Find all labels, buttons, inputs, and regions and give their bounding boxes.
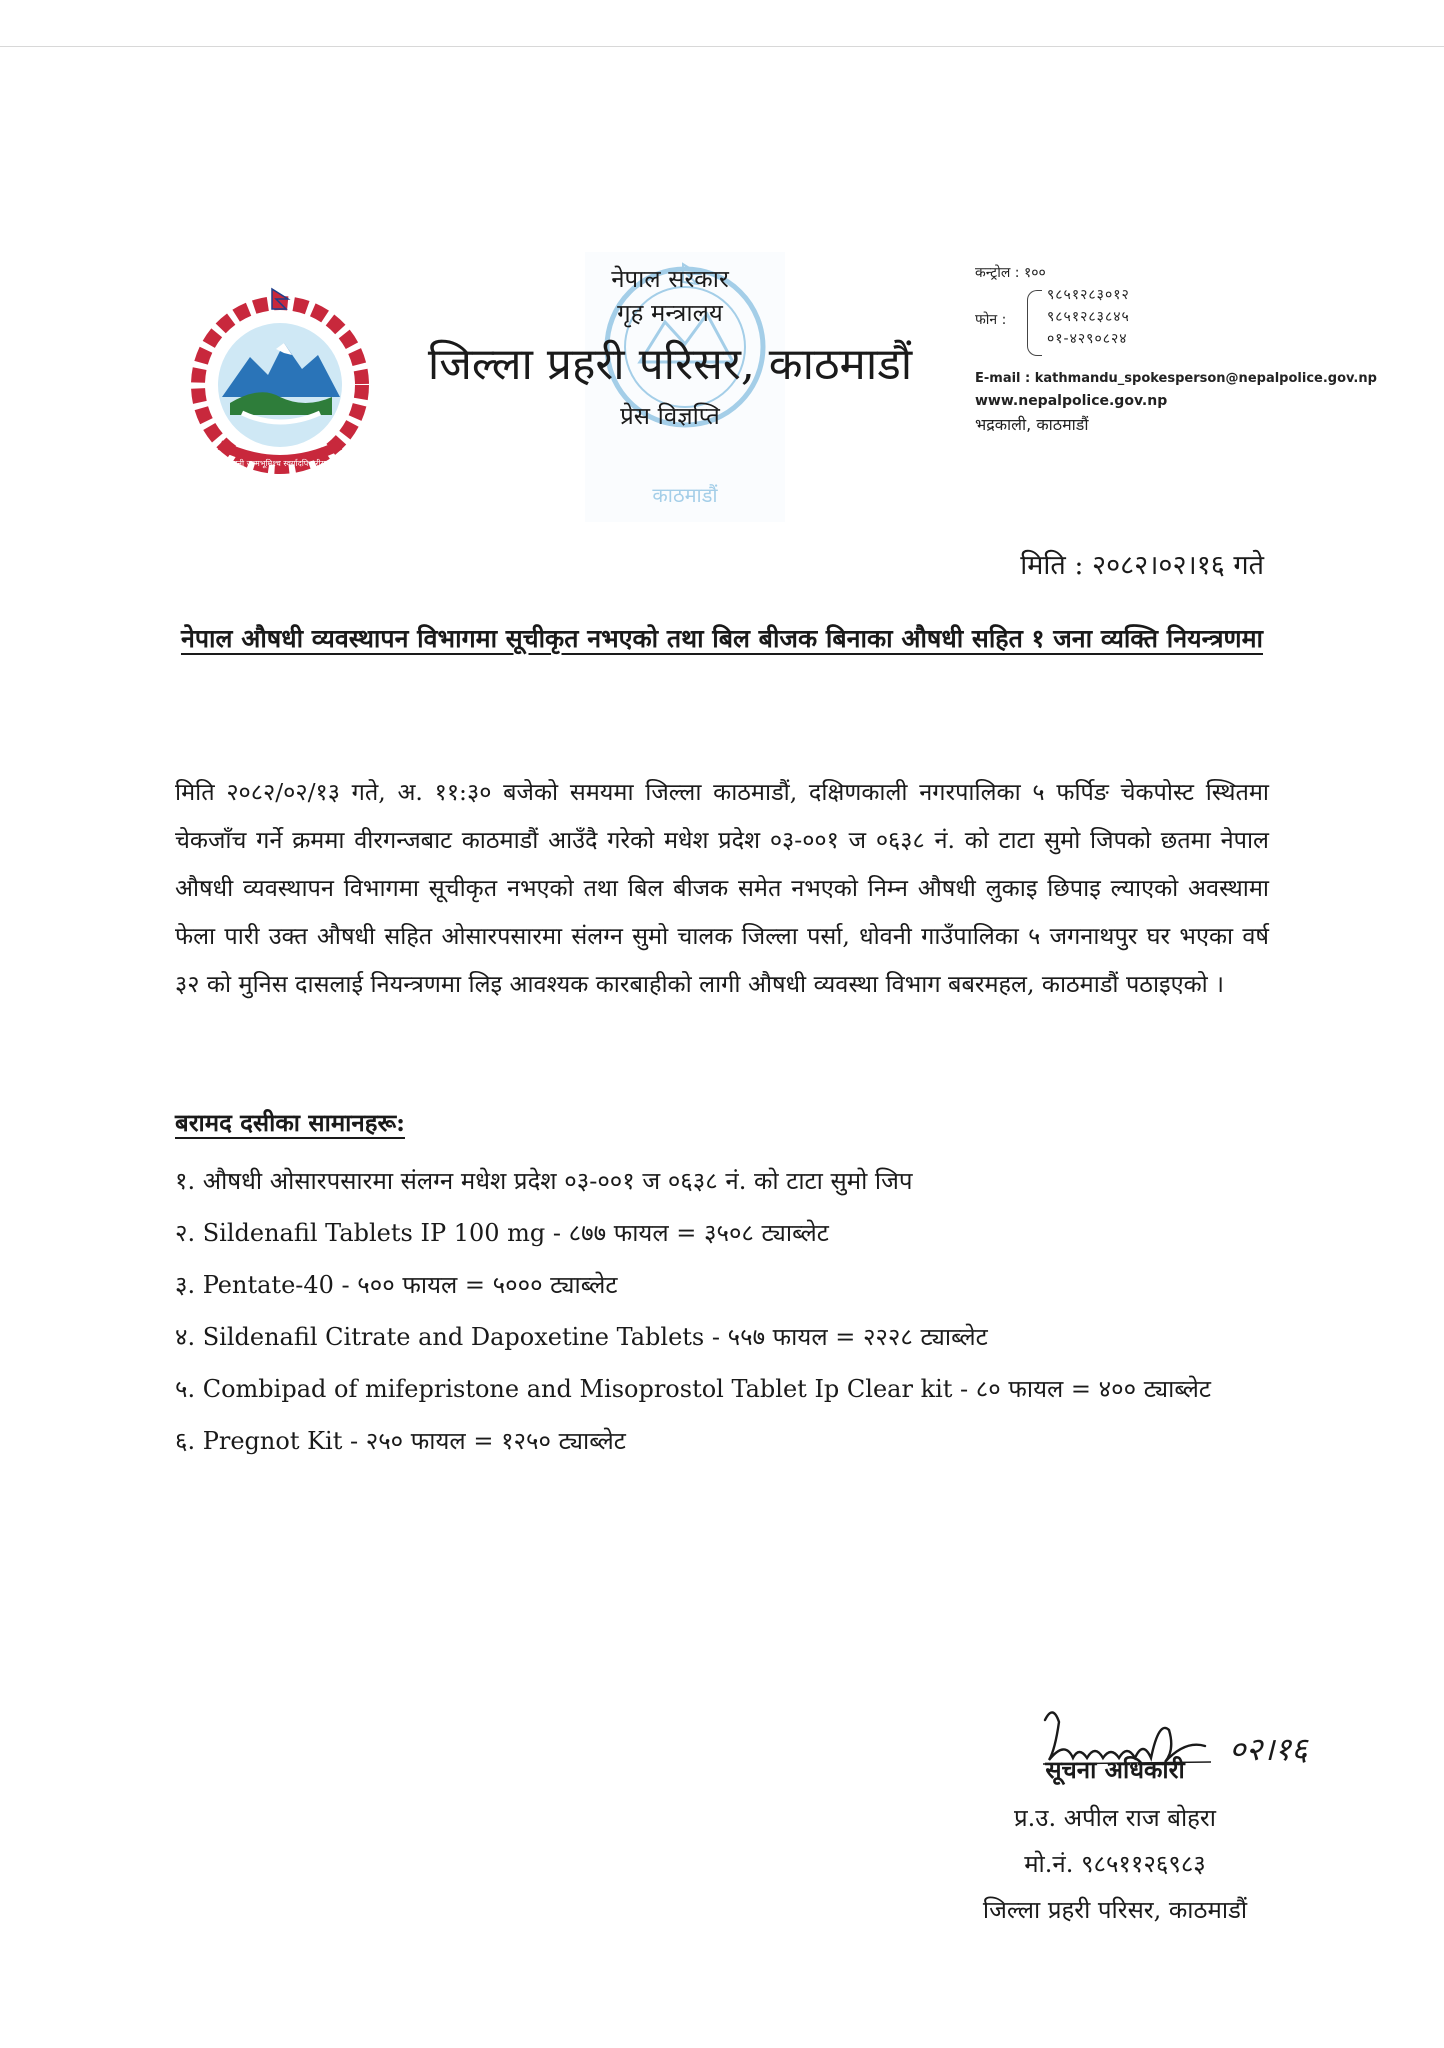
control-number: कन्ट्रोल : १००: [975, 265, 1046, 281]
nepal-emblem-icon: [180, 285, 380, 485]
list-item: १. औषधी ओसारपसारमा संलग्न मधेश प्रदेश ०३-००१ ज ०६३८ नं. को टाटा सुमो जिप: [175, 1167, 913, 1195]
signatory-office: जिल्ला प्रहरी परिसर, काठमाडौं: [982, 1896, 1248, 1924]
government-name: नेपाल सरकार: [611, 265, 729, 293]
signatory-block: [955, 1745, 1275, 1933]
emblem-motto: जननी जन्मभूमिश्च स्वर्गादपि गरीयसी: [227, 459, 333, 468]
seized-items-title: बरामद दसीका सामानहरू:: [175, 1108, 405, 1137]
office-address: भद्रकाली, काठमाडौं: [975, 415, 1089, 434]
signatory-title: सूचना अधिकारी: [1045, 1755, 1185, 1784]
phone-block: [975, 284, 1395, 358]
phone-numbers: [1047, 284, 1130, 350]
seized-items-list: [175, 1155, 1305, 1467]
letterhead: [390, 262, 950, 436]
list-item: २. Sildenafil Tablets IP 100 mg - ८७७ फायल = ३५०८ ट्याब्लेट: [175, 1219, 829, 1247]
list-item: ६. Pregnot Kit - २५० फायल = १२५० ट्याब्लेट: [175, 1427, 626, 1455]
signatory-mobile: मो.नं. ९८५११२६९८३: [1024, 1850, 1206, 1878]
website: www.nepalpolice.gov.np: [975, 393, 1168, 409]
list-item: ५. Combipad of mifepristone and Misoprostol Tablet Ip Clear kit - ८० फायल = ४०० ट्याब्लेट: [175, 1375, 1212, 1403]
scan-edge-line: [0, 46, 1444, 47]
brace-icon: [1027, 290, 1042, 356]
phone-label: फोन :: [975, 312, 1007, 328]
signatory-name: प्र.उ. अपील राज बोहरा: [1014, 1804, 1216, 1832]
contact-info: [975, 262, 1395, 436]
seal-text: काठमाडौं: [652, 483, 718, 507]
phone-number: ९८५१२८३०१२: [1047, 287, 1130, 303]
phone-number: ९८५१२८३८४५: [1047, 309, 1130, 325]
subject-heading: नेपाल औषधी व्यवस्थापन विभागमा सूचीकृत नभएको तथा बिल बीजक बिनाका औषधी सहित १ जना व्यक्ति नियन्त्रणमा: [180, 624, 1263, 653]
list-item: ३. Pentate-40 - ५०० फायल = ५००० ट्याब्लेट: [175, 1271, 618, 1299]
body-paragraph: मिति २०८२/०२/१३ गते, अ. ११:३० बजेको समयमा जिल्ला काठमाडौं, दक्षिणकाली नगरपालिका ५ फर्पिङ चेकपोस्ट स्थितमा चेकजाँच गर्ने क्रममा वीरगन्जबाट काठमाडौं आउँदै गरेको मधेश प्रदेश ०३-००१ ज ०६३८ नं. को टाटा सुमो जिपको छतमा नेपाल औषधी व्यवस्थापन विभागमा सूचीकृत नभएको तथा बिल बीजक समेत नभएको निम्न औषधी लुकाइ छिपाइ ल्याएको अवस्थामा फेला पारी उक्त औषधी सहित ओसारपसारमा संलग्न सुमो चालक जिल्ला पर्सा, धोवनी गाउँपालिका ५ जगनाथपुर घर भएका वर्ष ३२ को मुनिस दासलाई नियन्त्रणमा लिइ आवश्यक कारबाहीको लागी औषधी व्यवस्था विभाग बबरमहल, काठमाडौं पठाइएको ।: [175, 778, 1269, 998]
office-name: जिल्ला प्रहरी परिसर, काठमाडौं: [427, 339, 913, 390]
svg-text:०२।१६: ०२।१६: [1229, 1730, 1308, 1768]
document-date: मिति : २०८२।०२।१६ गते: [1020, 550, 1264, 581]
phone-number: ०१-४२९०८२४: [1047, 331, 1128, 347]
list-item: ४. Sildenafil Citrate and Dapoxetine Tablets - ५५७ फायल = २२२८ ट्याब्लेट: [175, 1323, 988, 1351]
email-address: E-mail : kathmandu_spokesperson@nepalpolice.gov.np: [975, 371, 1377, 386]
ministry-name: गृह मन्त्रालय: [617, 299, 723, 327]
document-type: प्रेस विज्ञप्ति: [620, 402, 720, 430]
